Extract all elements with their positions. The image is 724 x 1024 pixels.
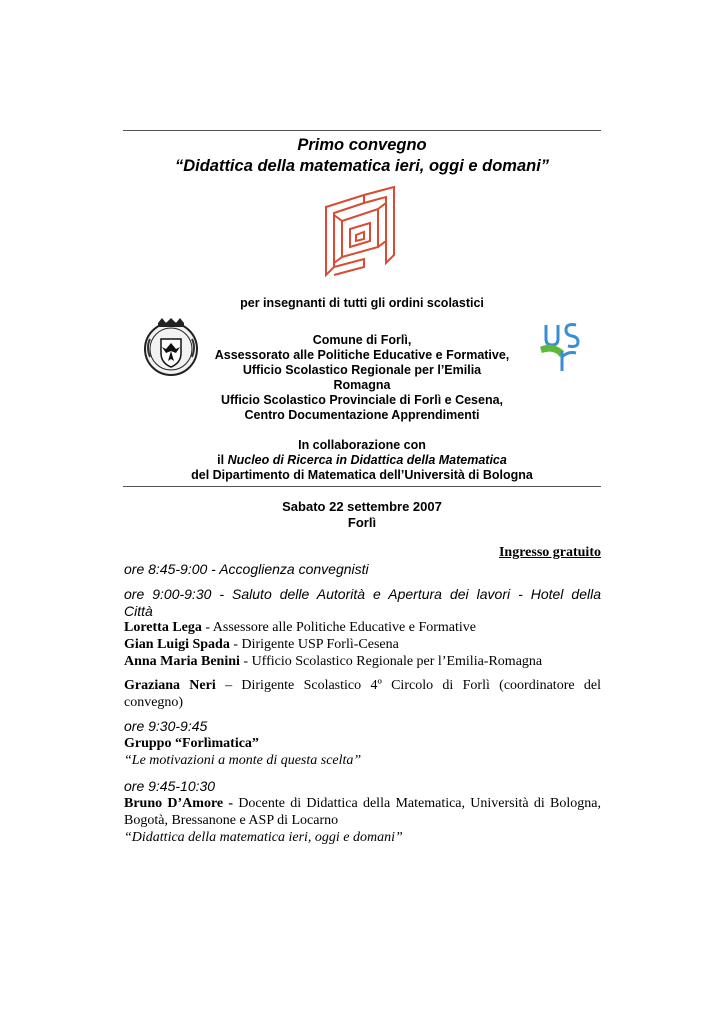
title-line-1: Primo convegno bbox=[297, 136, 427, 154]
group-name-text: Gruppo “Forlìmatica” bbox=[124, 736, 259, 751]
speaker-role: Docente di Didattica della Matematica, Università di Bologna, Bogotà, Bressanone e ASP di Locarno bbox=[124, 796, 601, 828]
speaker-row bbox=[124, 653, 601, 670]
talk-title-text: “Le motivazioni a monte di questa scelta” bbox=[124, 753, 362, 768]
keynote-speaker bbox=[124, 795, 601, 829]
organizer-line: Comune di Forlì, bbox=[312, 333, 412, 347]
program-time: ore 9:45-10:30 bbox=[124, 778, 216, 794]
program-item-2 bbox=[124, 586, 601, 620]
program-desc: - Accoglienza convegnisti bbox=[207, 561, 369, 577]
collaboration-line-1: In collaborazione con bbox=[298, 438, 426, 452]
event-city: Forlì bbox=[347, 515, 377, 530]
usr-logo-letters: USr bbox=[538, 317, 540, 318]
organizer-line: Romagna bbox=[333, 378, 391, 392]
speaker-role: - Dirigente USP Forlì-Cesena bbox=[229, 637, 399, 652]
speaker-name: Loretta Lega bbox=[124, 620, 202, 635]
organizer-line: Ufficio Scolastico Provinciale di Forlì e Cesena, bbox=[220, 393, 504, 407]
collaboration-prefix: il bbox=[217, 453, 228, 467]
speakers-list bbox=[124, 619, 601, 670]
program-item-1 bbox=[124, 561, 601, 579]
middle-rule bbox=[123, 486, 601, 487]
program-time: ore 8:45-9:00 bbox=[124, 561, 208, 577]
program-item-3 bbox=[124, 718, 601, 769]
speaker-row bbox=[124, 619, 601, 636]
program-line: Città bbox=[124, 603, 153, 619]
event-info bbox=[123, 499, 601, 531]
speaker-name: Anna Maria Benini bbox=[124, 654, 240, 669]
collaboration-line-2 bbox=[123, 453, 601, 468]
nucleo-name: Nucleo di Ricerca in Didattica della Matematica bbox=[227, 453, 507, 467]
program-item-4 bbox=[124, 778, 601, 846]
organizers-list bbox=[123, 333, 601, 423]
organizer-line: Assessorato alle Politiche Educative e Formative, bbox=[214, 348, 510, 362]
group-name bbox=[124, 735, 601, 752]
organizer-line: Centro Documentazione Apprendimenti bbox=[244, 408, 480, 422]
program-line: ore 9:00-9:30 - Saluto delle Autorità e Apertura dei lavori - Hotel della bbox=[124, 586, 601, 602]
event-date: Sabato 22 settembre 2007 bbox=[282, 499, 442, 514]
program-time: ore 9:30-9:45 bbox=[124, 718, 208, 734]
talk-title bbox=[124, 829, 601, 846]
speaker-role: – Dirigente Scolastico 4º Circolo di Forlì (coordinatore del convegno) bbox=[124, 678, 601, 710]
conference-title bbox=[123, 135, 601, 177]
speaker-role: - Ufficio Scolastico Regionale per l’Emilia-Romagna bbox=[239, 654, 543, 669]
audience-text: per insegnanti di tutti gli ordini scolastici bbox=[240, 296, 484, 310]
title-line-2: “Didattica della matematica ieri, oggi e domani” bbox=[174, 157, 550, 175]
top-rule bbox=[123, 130, 601, 131]
organizer-line: Ufficio Scolastico Regionale per l’Emilia bbox=[242, 363, 482, 377]
speaker-name: Bruno D’Amore - bbox=[124, 796, 234, 811]
speaker-coordinator bbox=[124, 677, 601, 711]
speaker-name: Gian Luigi Spada bbox=[124, 637, 230, 652]
conference-logo bbox=[320, 185, 402, 282]
speaker-role: - Assessore alle Politiche Educative e Formative bbox=[201, 620, 476, 635]
collaboration-block bbox=[123, 438, 601, 483]
talk-title-text: “Didattica della matematica ieri, oggi e domani” bbox=[124, 830, 403, 845]
talk-title bbox=[124, 752, 601, 769]
speaker-row bbox=[124, 636, 601, 653]
speaker-name: Graziana Neri bbox=[124, 678, 216, 693]
collaboration-line-3: del Dipartimento di Matematica dell’Università di Bologna bbox=[191, 468, 533, 482]
free-entry: Ingresso gratuito bbox=[498, 545, 601, 560]
